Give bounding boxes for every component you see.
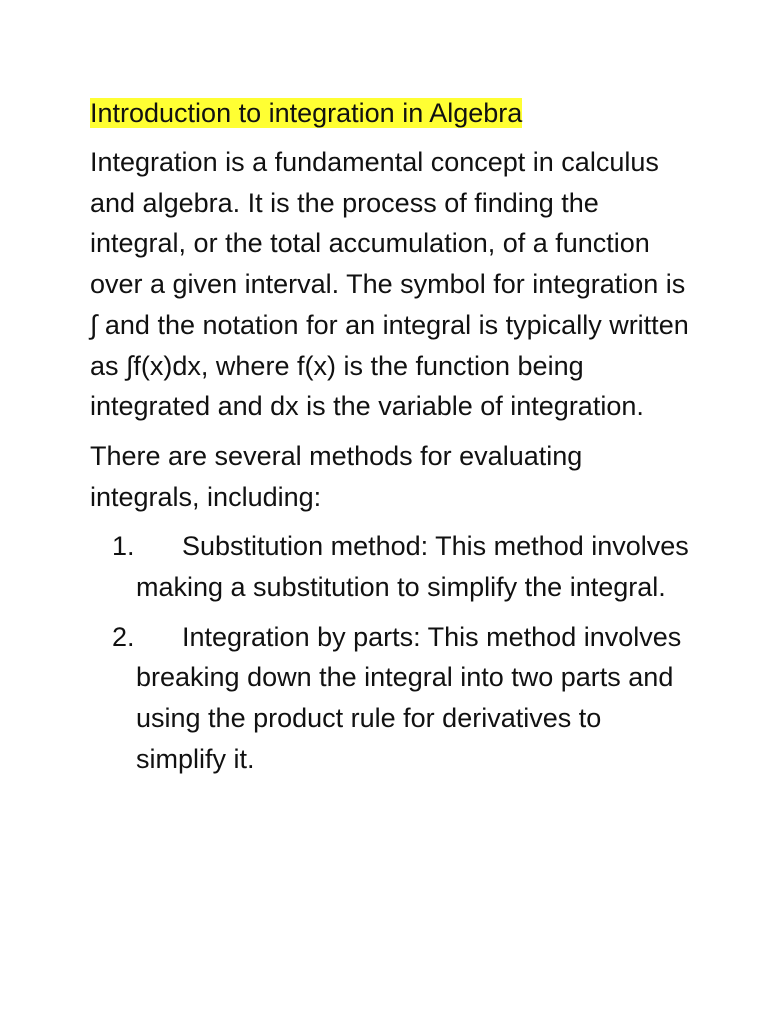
list-item xyxy=(90,617,698,780)
methods-paragraph: There are several methods for evaluating integrals, including: xyxy=(90,440,583,512)
list-item-number: 2. xyxy=(112,621,135,652)
list-item xyxy=(90,526,698,607)
list-item-number: 1. xyxy=(112,531,135,562)
title-line xyxy=(90,94,698,137)
list-item-text: Integration by parts: This method involves breaking down the integral into two parts and using the product rule for derivatives to simplify it. xyxy=(136,621,682,774)
intro-paragraph: Integration is a fundamental concept in calculus and algebra. It is the process of finding the integral, or the total accumulation, of a function over a given interval. The symbol for integration is ∫ and the notation for an integral is typically written as ∫f(x)dx, where f(x) is the function being integrated and dx is the variable of integration. xyxy=(90,147,689,422)
methods-list xyxy=(90,526,698,779)
document-title: Introduction to integration in Algebra xyxy=(90,98,523,128)
list-item-text: Substitution method: This method involves making a substitution to simplify the integral. xyxy=(136,531,689,603)
